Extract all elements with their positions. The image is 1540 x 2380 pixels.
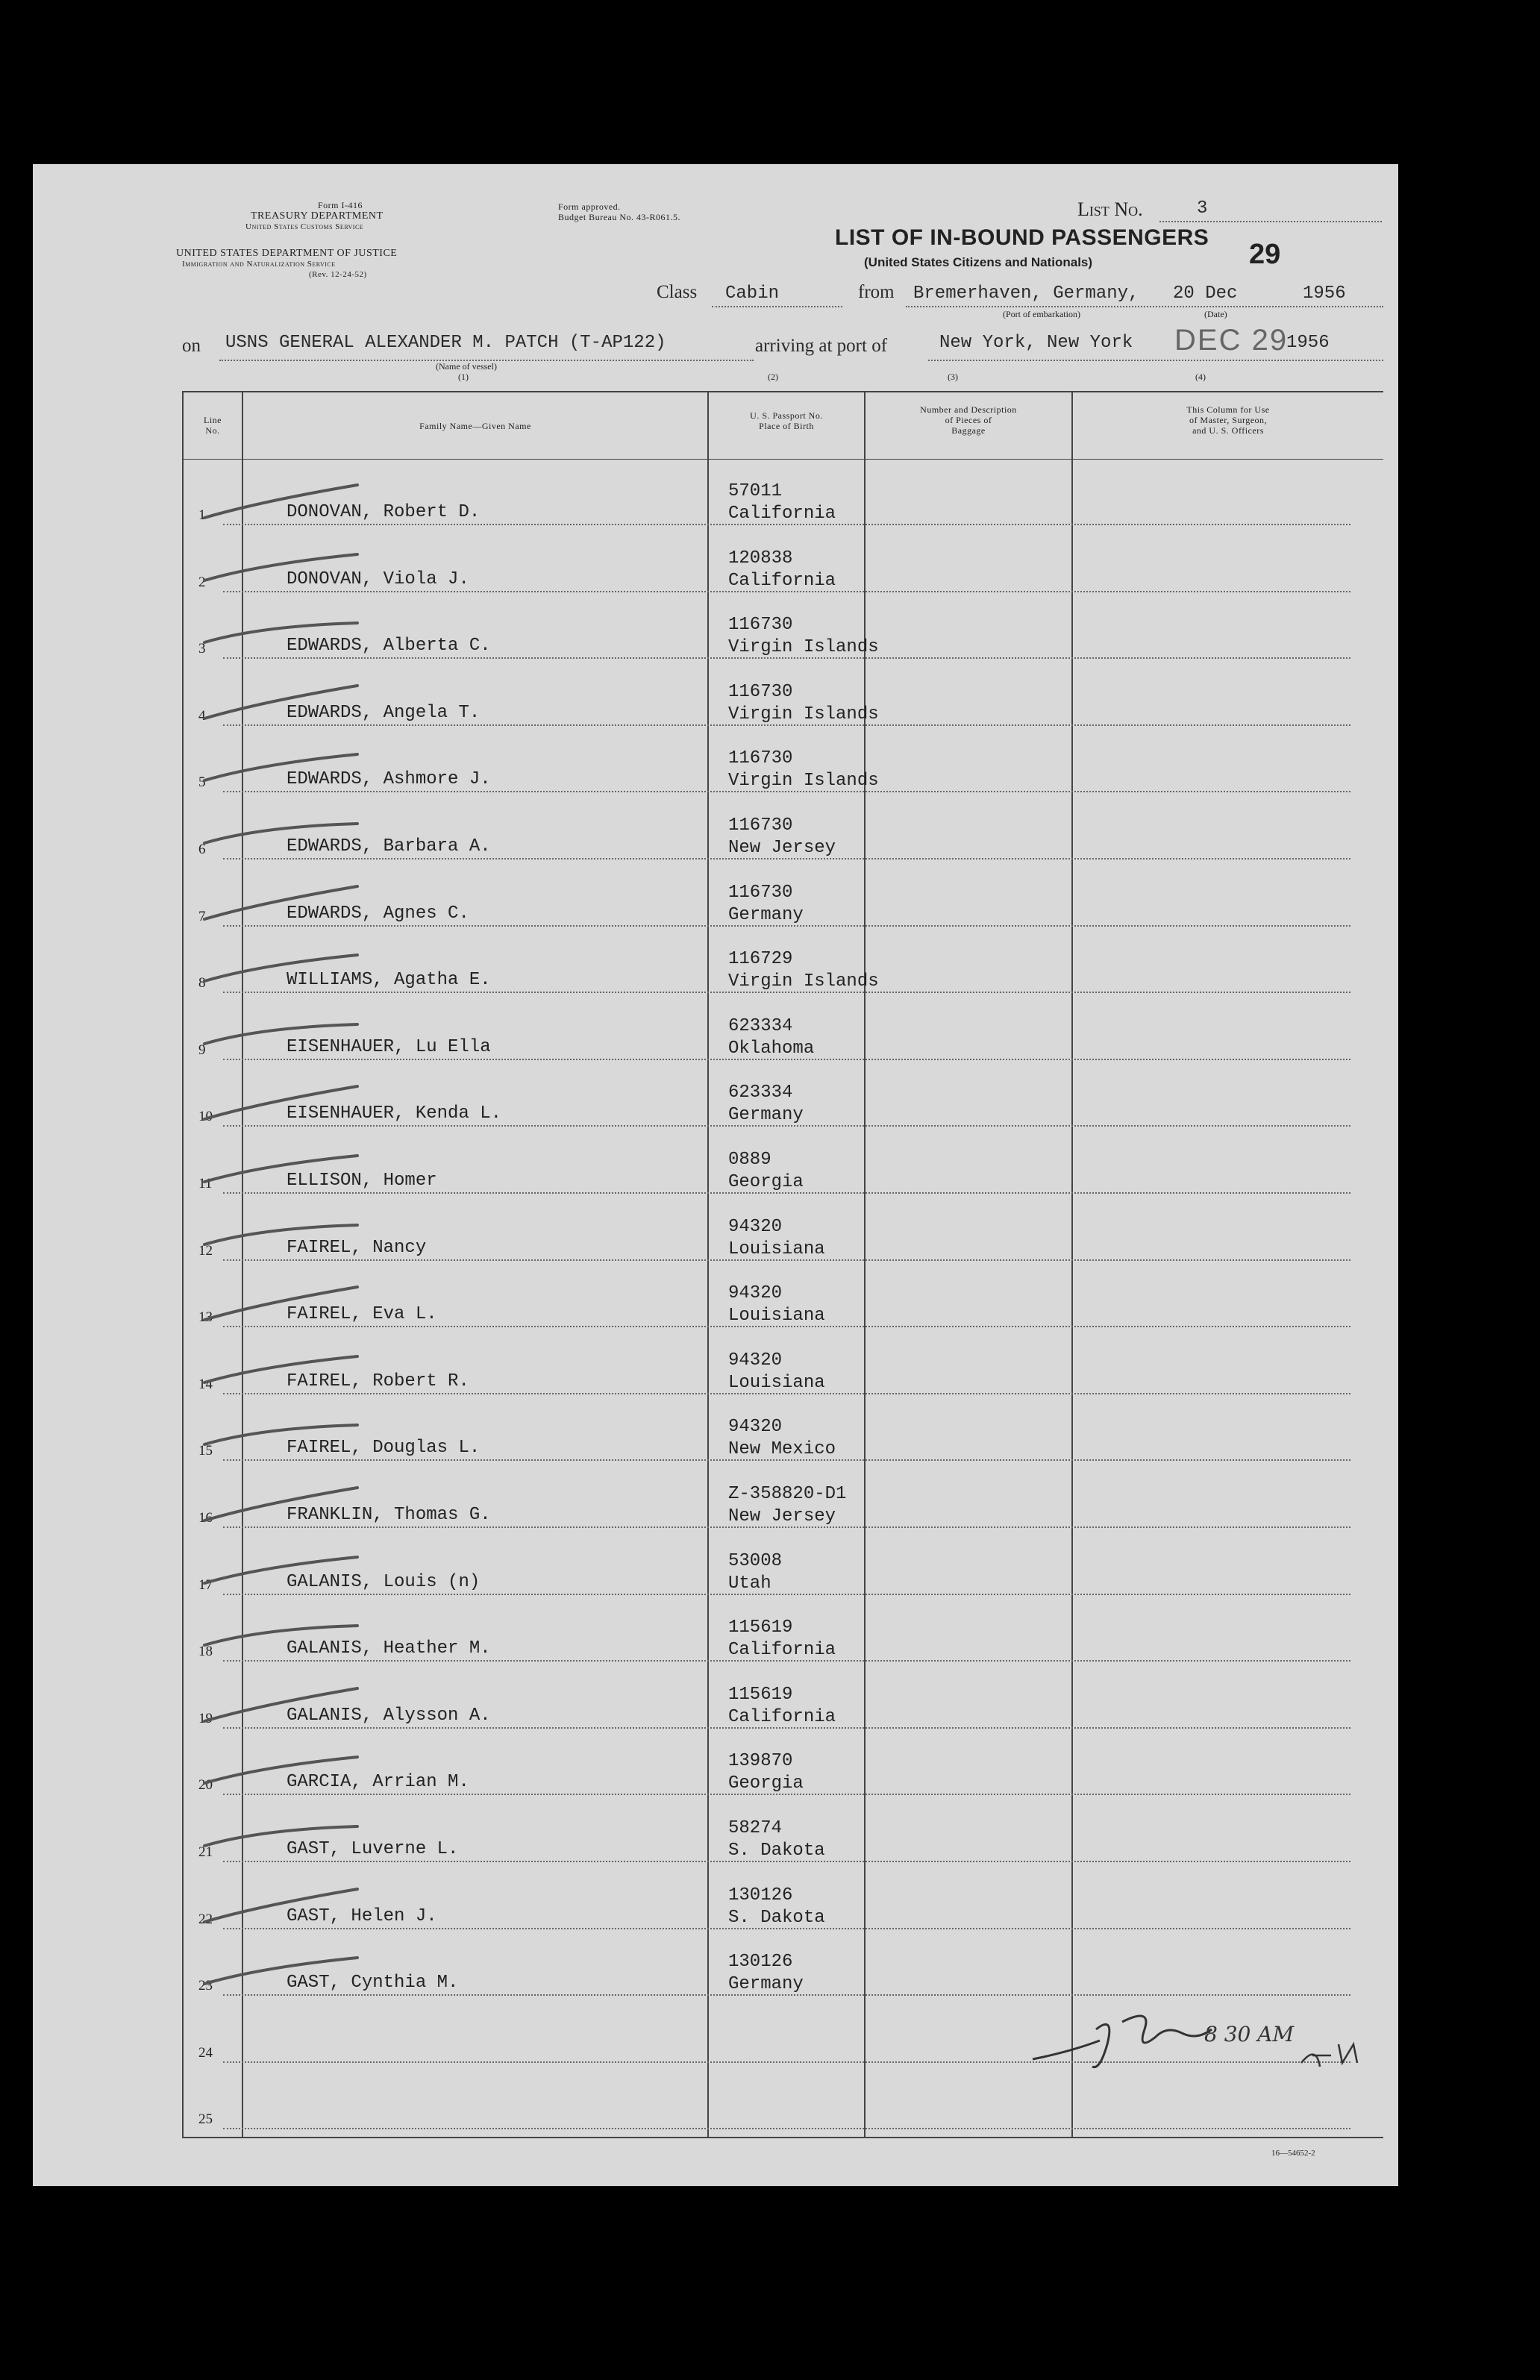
pencil-stroke <box>204 623 357 642</box>
pencil-check-mark <box>201 813 380 858</box>
passenger-name: EDWARDS, Ashmore J. <box>287 769 491 790</box>
manifest-title: LIST OF IN-BOUND PASSENGERS <box>835 225 1209 250</box>
pencil-check-mark <box>201 1080 380 1125</box>
row-dotted-line <box>223 1594 1350 1595</box>
line-number: 20 <box>198 1777 213 1794</box>
pencil-stroke <box>204 1425 357 1444</box>
form-id: Form I-416 <box>318 200 363 210</box>
table-row <box>33 1666 1398 1733</box>
pencil-check-mark <box>201 1147 380 1192</box>
pencil-stroke <box>204 1356 357 1382</box>
row-dotted-line <box>223 591 1350 592</box>
caption-4: (4) <box>1195 372 1206 382</box>
caption-2: (2) <box>768 372 778 382</box>
pencil-stroke <box>204 554 357 580</box>
place-of-birth: Virgin Islands <box>728 971 879 992</box>
table-row <box>33 663 1398 730</box>
place-of-birth: California <box>728 504 836 524</box>
pencil-stroke <box>204 1626 357 1645</box>
passport-number: 623334 <box>728 1015 793 1036</box>
passenger-name: GAST, Cynthia M. <box>287 1973 459 1994</box>
passport-number: 0889 <box>728 1150 771 1170</box>
arrival-date-stamp: DEC 29 <box>1174 324 1289 357</box>
place-of-birth: S. Dakota <box>728 1841 825 1861</box>
passenger-name: EDWARDS, Barbara A. <box>287 836 491 857</box>
pencil-stroke <box>204 1958 357 1984</box>
place-of-birth: Virgin Islands <box>728 771 879 792</box>
row-dotted-line <box>223 925 1350 927</box>
table-row <box>33 797 1398 864</box>
table-row <box>33 1933 1398 2000</box>
table-row <box>33 1198 1398 1265</box>
pencil-check-mark <box>201 1682 380 1727</box>
passenger-name: FAIREL, Eva L. <box>287 1304 437 1325</box>
table-bottom-border <box>182 2137 1383 2138</box>
place-of-birth: Louisiana <box>728 1238 825 1259</box>
pencil-stroke <box>204 1826 357 1846</box>
passport-number: 116730 <box>728 615 793 636</box>
table-row <box>33 596 1398 663</box>
pencil-check-mark <box>201 613 380 657</box>
place-of-birth: Georgia <box>728 1172 804 1192</box>
pencil-stroke <box>204 1889 357 1922</box>
passenger-name: EDWARDS, Angela T. <box>287 702 481 723</box>
port-embarkation-caption: (Port of embarkation) <box>1003 309 1080 319</box>
passenger-name: GAST, Helen J. <box>287 1905 437 1926</box>
pencil-check-mark <box>201 1281 380 1326</box>
table-row <box>33 1732 1398 1800</box>
table-row <box>33 1064 1398 1131</box>
line-number: 6 <box>198 842 206 857</box>
row-dotted-line <box>223 1393 1350 1394</box>
row-dotted-line <box>223 657 1350 659</box>
table-row <box>33 1532 1398 1600</box>
pencil-stroke <box>204 1024 357 1044</box>
embarkation-date: 20 Dec <box>1173 284 1238 304</box>
embarkation-year: 1956 <box>1303 284 1346 304</box>
pencil-stroke <box>204 686 357 718</box>
passport-number: 130126 <box>728 1885 793 1905</box>
pencil-check-mark <box>201 680 380 724</box>
line-number: 24 <box>198 2044 213 2061</box>
row-dotted-line <box>223 1059 1350 1060</box>
header-officers-text-2: of Master, Surgeon, <box>1189 415 1268 425</box>
row-dotted-line <box>223 1994 1350 1996</box>
place-of-birth: Georgia <box>728 1773 804 1794</box>
row-dotted-line <box>223 1727 1350 1729</box>
pencil-check-mark <box>201 1014 380 1059</box>
line-number: 17 <box>198 1576 213 1593</box>
line-number: 9 <box>198 1042 206 1058</box>
place-of-birth: Germany <box>728 904 804 925</box>
passenger-name: EDWARDS, Alberta C. <box>287 636 491 657</box>
row-dotted-line <box>223 1459 1350 1461</box>
row-dotted-line <box>223 1125 1350 1127</box>
place-of-birth: New Jersey <box>728 838 836 858</box>
place-of-birth: California <box>728 570 836 591</box>
header-line-no <box>184 415 242 436</box>
row-dotted-line <box>223 1526 1350 1528</box>
row-dotted-line <box>223 791 1350 792</box>
line-number: 14 <box>198 1376 213 1392</box>
pencil-stroke <box>204 1156 357 1182</box>
pencil-check-mark <box>201 1415 380 1459</box>
passenger-name: FRANKLIN, Thomas G. <box>287 1505 491 1525</box>
pencil-stroke <box>204 1287 357 1320</box>
vessel-name: USNS GENERAL ALEXANDER M. PATCH (T-AP122) <box>225 333 666 353</box>
on-label: on <box>182 336 201 356</box>
pencil-stroke <box>204 754 357 780</box>
row-dotted-line <box>223 1861 1350 1862</box>
passport-number: 116730 <box>728 681 793 702</box>
list-no-line <box>1159 221 1382 222</box>
line-number: 25 <box>198 2111 213 2128</box>
passenger-name: DONOVAN, Robert D. <box>287 502 481 522</box>
date-caption: (Date) <box>1204 309 1227 319</box>
arrival-line <box>928 360 1383 361</box>
pencil-check-mark <box>201 880 380 925</box>
pencil-stroke <box>204 1225 357 1244</box>
passport-number: 116730 <box>728 882 793 903</box>
pencil-stroke <box>204 1086 357 1119</box>
place-of-birth: California <box>728 1640 836 1661</box>
table-top-border <box>182 391 1383 392</box>
row-dotted-line <box>223 1794 1350 1795</box>
row-dotted-line <box>223 2128 1350 2129</box>
arrival-port: New York, New York <box>939 333 1133 353</box>
pencil-stroke <box>204 1488 357 1521</box>
line-number: 11 <box>198 1176 213 1191</box>
place-of-birth: Utah <box>728 1573 771 1594</box>
form-approved: Form approved. <box>558 201 621 212</box>
passport-number: 130126 <box>728 1952 793 1973</box>
line-number: 2 <box>198 574 206 590</box>
header-officers-text-1: This Column for Use <box>1186 404 1270 415</box>
signature-time: 8 30 AM <box>1204 2022 1295 2047</box>
place-of-birth: California <box>728 1706 836 1727</box>
passenger-name: GAST, Luverne L. <box>287 1839 459 1859</box>
header-baggage-text-2: of Pieces of <box>945 415 992 425</box>
line-number: 19 <box>198 1710 213 1726</box>
place-of-birth: Virgin Islands <box>728 637 879 658</box>
pencil-check-mark <box>201 1883 380 1928</box>
table-row <box>33 1131 1398 1198</box>
table-row <box>33 864 1398 931</box>
passenger-name: FAIREL, Robert R. <box>287 1371 469 1391</box>
table-row <box>33 1599 1398 1666</box>
budget-bureau-number: Budget Bureau No. 43-R061.5. <box>558 212 680 222</box>
footer-code: 16—54652-2 <box>1271 2149 1315 2158</box>
line-number: 4 <box>198 707 206 724</box>
line-number: 3 <box>198 641 206 657</box>
line-number: 22 <box>198 1911 213 1927</box>
pencil-check-mark <box>201 1215 380 1259</box>
page-number: 29 <box>1249 239 1281 270</box>
header-family-name: Family Name—Given Name <box>419 421 531 431</box>
header-line-text: Line <box>204 415 222 425</box>
pencil-stroke <box>204 1557 357 1583</box>
table-row <box>33 463 1398 530</box>
class-value: Cabin <box>725 284 780 304</box>
passenger-name: GARCIA, Arrian M. <box>287 1772 469 1793</box>
class-label: Class <box>657 282 698 302</box>
passenger-name: EISENHAUER, Kenda L. <box>287 1103 502 1124</box>
list-no-label: List No. <box>1077 198 1143 220</box>
pencil-stroke <box>204 1757 357 1783</box>
passenger-name: GALANIS, Louis (n) <box>287 1571 481 1592</box>
table-row <box>33 730 1398 797</box>
line-number: 5 <box>198 774 206 791</box>
place-of-birth: Virgin Islands <box>728 704 879 724</box>
passport-number: 623334 <box>728 1083 793 1103</box>
row-dotted-line <box>223 724 1350 726</box>
customs-service: United States Customs Service <box>245 222 364 231</box>
pencil-check-mark <box>201 746 380 791</box>
line-number: 1 <box>198 507 206 523</box>
pencil-check-mark <box>201 479 380 524</box>
caption-3: (3) <box>948 372 958 382</box>
place-of-birth: Germany <box>728 1974 804 1995</box>
passenger-name: GALANIS, Alysson A. <box>287 1705 491 1726</box>
line-number: 8 <box>198 975 206 992</box>
row-dotted-line <box>223 858 1350 859</box>
pencil-check-mark <box>201 546 380 591</box>
header-baggage-text-3: Baggage <box>951 425 986 436</box>
place-of-birth: New Mexico <box>728 1439 836 1460</box>
pencil-stroke <box>204 1688 357 1721</box>
port-of-embarkation: Bremerhaven, Germany, <box>913 284 1139 304</box>
list-no-value: 3 <box>1197 198 1208 219</box>
treasury-department: TREASURY DEPARTMENT <box>251 210 384 222</box>
header-passport <box>709 410 864 431</box>
line-number: 12 <box>198 1242 213 1259</box>
passport-number: 115619 <box>728 1618 793 1638</box>
passport-number: 116730 <box>728 815 793 836</box>
header-officers-text-3: and U. S. Officers <box>1192 425 1264 436</box>
passenger-name: WILLIAMS, Agatha E. <box>287 970 491 991</box>
passport-number: 94320 <box>728 1216 783 1237</box>
passenger-name: FAIREL, Nancy <box>287 1237 427 1258</box>
place-of-birth: New Jersey <box>728 1506 836 1526</box>
passport-number: 53008 <box>728 1550 783 1571</box>
pencil-check-mark <box>201 1482 380 1526</box>
header-officers <box>1073 404 1383 436</box>
passport-number: 116730 <box>728 748 793 769</box>
pencil-check-mark <box>201 1615 380 1660</box>
row-dotted-line <box>223 1928 1350 1929</box>
passport-number: Z-358820-D1 <box>728 1484 847 1504</box>
arrival-year: 1956 <box>1286 333 1330 353</box>
place-of-birth: S. Dakota <box>728 1907 825 1928</box>
header-passport-text: U. S. Passport No. <box>750 410 823 421</box>
passport-number: 120838 <box>728 548 793 569</box>
passenger-name: FAIREL, Douglas L. <box>287 1438 481 1459</box>
header-bottom-border <box>182 459 1383 460</box>
from-line <box>906 306 1383 307</box>
passenger-name: EISENHAUER, Lu Ella <box>287 1036 491 1057</box>
table-row <box>33 1332 1398 1399</box>
pencil-check-mark <box>201 947 380 992</box>
line-number: 13 <box>198 1309 213 1326</box>
class-line <box>712 306 842 307</box>
from-label: from <box>858 282 895 302</box>
passenger-name: GALANIS, Heather M. <box>287 1638 491 1659</box>
line-number: 7 <box>198 908 206 924</box>
line-number: 15 <box>198 1443 213 1459</box>
row-dotted-line <box>223 992 1350 993</box>
table-row <box>33 1800 1398 1867</box>
table-row <box>33 530 1398 597</box>
passport-number: 116729 <box>728 949 793 970</box>
place-of-birth: Louisiana <box>728 1306 825 1327</box>
pencil-check-mark <box>201 1950 380 1994</box>
table-row <box>33 1398 1398 1465</box>
form-revision: (Rev. 12-24-52) <box>309 270 367 279</box>
header-baggage-text-1: Number and Description <box>920 404 1017 415</box>
place-of-birth: Louisiana <box>728 1372 825 1393</box>
pencil-check-mark <box>201 1348 380 1393</box>
table-row <box>33 1867 1398 1934</box>
header-no-text: No. <box>205 425 220 436</box>
header-birth-text: Place of Birth <box>759 421 814 431</box>
department-of-justice: UNITED STATES DEPARTMENT OF JUSTICE <box>176 248 398 259</box>
pencil-check-mark <box>201 1816 380 1861</box>
row-dotted-line <box>223 1660 1350 1662</box>
passport-number: 94320 <box>728 1283 783 1304</box>
ins-service: Immigration and Naturalization Service <box>182 260 336 269</box>
passport-number: 115619 <box>728 1684 793 1705</box>
passport-number: 139870 <box>728 1751 793 1772</box>
vessel-name-caption: (Name of vessel) <box>436 361 497 372</box>
table-row <box>33 1265 1398 1332</box>
line-number: 21 <box>198 1844 213 1860</box>
line-number: 23 <box>198 1978 213 1994</box>
table-row <box>33 930 1398 998</box>
manifest-subtitle: (United States Citizens and Nationals) <box>864 255 1093 269</box>
pencil-stroke <box>204 955 357 981</box>
passenger-name: ELLISON, Homer <box>287 1171 437 1191</box>
table-row <box>33 998 1398 1065</box>
arriving-label: arriving at port of <box>755 336 888 356</box>
passenger-name: DONOVAN, Viola J. <box>287 569 469 589</box>
row-dotted-line <box>223 1259 1350 1261</box>
caption-1: (1) <box>458 372 469 382</box>
pencil-check-mark <box>201 1749 380 1794</box>
pencil-check-mark <box>201 1549 380 1594</box>
row-dotted-line <box>223 524 1350 525</box>
pencil-stroke <box>204 886 357 919</box>
passport-number: 57011 <box>728 481 783 501</box>
passenger-name: EDWARDS, Agnes C. <box>287 903 469 924</box>
table-row <box>33 1465 1398 1532</box>
pencil-stroke <box>204 485 357 518</box>
passport-number: 94320 <box>728 1417 783 1438</box>
place-of-birth: Oklahoma <box>728 1038 815 1059</box>
line-number: 18 <box>198 1644 213 1660</box>
passenger-manifest-page <box>33 164 1398 2186</box>
line-number: 16 <box>198 1510 213 1526</box>
row-dotted-line <box>223 1192 1350 1194</box>
line-number: 10 <box>198 1109 213 1125</box>
pencil-stroke <box>204 824 357 843</box>
passport-number: 94320 <box>728 1350 783 1371</box>
place-of-birth: Germany <box>728 1105 804 1126</box>
row-dotted-line <box>223 1326 1350 1327</box>
header-baggage <box>866 404 1071 436</box>
passport-number: 58274 <box>728 1818 783 1838</box>
